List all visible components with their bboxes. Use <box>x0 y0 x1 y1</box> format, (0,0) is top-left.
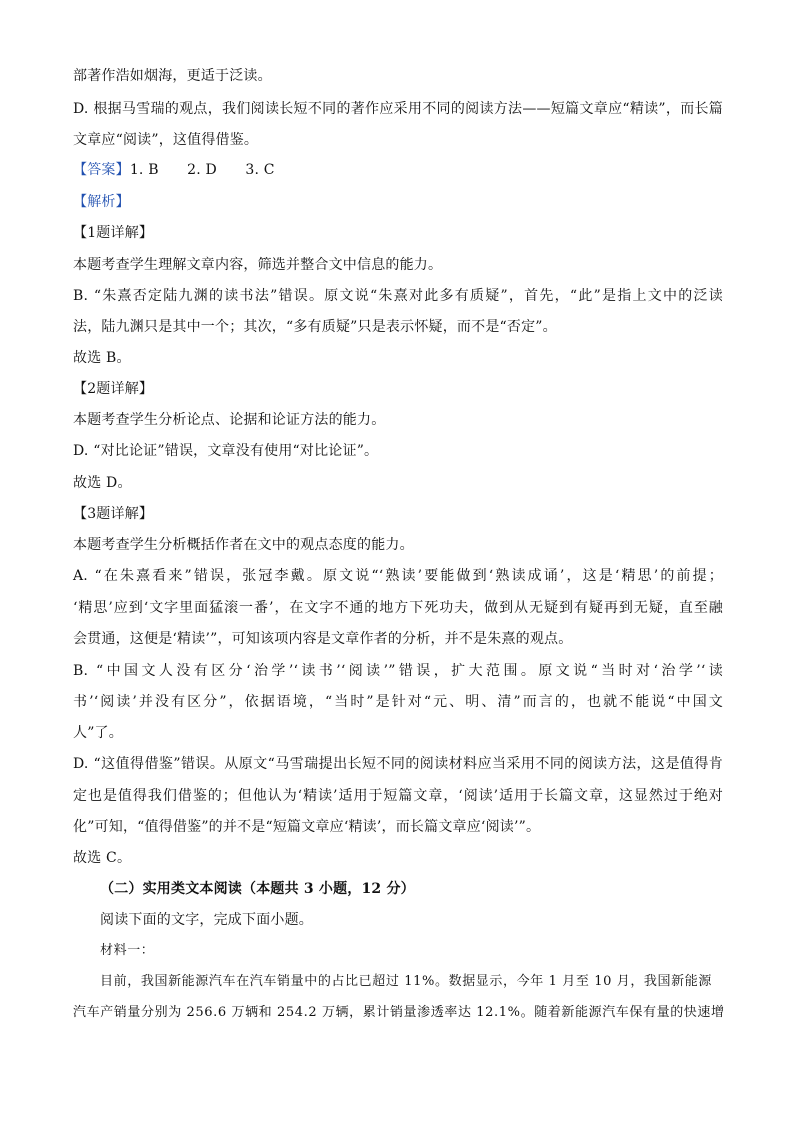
q3-option-a-line-1: A. “在朱熹看来”错误，张冠李戴。原文说“‘熟读’要能做到‘熟读成诵’，这是‘精思’的前提； <box>73 568 723 584</box>
answer-label: 【答案】 <box>73 162 130 178</box>
q1-intro: 本题考查学生理解文章内容，筛选并整合文中信息的能力。 <box>73 257 443 273</box>
reading-instruction: 阅读下面的文字，完成下面小题。 <box>100 912 313 928</box>
material-one-label: 材料一： <box>100 943 155 958</box>
q2-conclusion: 故选 D。 <box>73 475 132 491</box>
material-one-line-1: 目前，我国新能源汽车在汽车销量中的占比已超过 11%。数据显示，今年 1 月至 10 月，我国新能源 <box>100 974 712 989</box>
q3-option-a-line-2: ‘精思’应到‘文字里面猛滚一番’，在文字不通的地方下死功夫，做到从无疑到有疑再到无疑，直至融 <box>73 600 723 616</box>
section-heading: （二）实用类文本阅读（本题共 3 小题，12 分） <box>100 881 415 897</box>
q2-explanation: D. “对比论证”错误，文章没有使用“对比论证”。 <box>73 443 379 459</box>
q3-intro: 本题考查学生分析概括作者在文中的观点态度的能力。 <box>73 537 414 553</box>
q2-heading: 【2题详解】 <box>73 381 154 397</box>
analysis-label: 【解析】 <box>73 194 130 210</box>
q3-option-d-line-3: 化”可知，“值得借鉴”的并不是“短篇文章应‘精读’，而长篇文章应‘阅读’”。 <box>73 819 541 835</box>
q1-explanation-line-1: B. “朱熹否定陆九渊的读书法”错误。原文说“朱熹对此多有质疑”，首先，“此”是指上文中的泛读 <box>73 288 723 304</box>
q3-option-b-line-2: 书’‘阅读’并没有区分”，依据语境，“当时”是针对“元、明、清”而言的，也就不能说“中国文 <box>73 694 723 710</box>
material-one-line-2: 汽车产销量分别为 256.6 万辆和 254.2 万辆，累计销量渗透率达 12.1%。随着新能源汽车保有量的快速增 <box>73 1005 725 1020</box>
option-d-line-1: D. 根据马雪瑞的观点，我们阅读长短不同的著作应采用不同的阅读方法——短篇文章应“精读”，而长篇 <box>73 101 723 117</box>
q3-conclusion: 故选 C。 <box>73 850 132 866</box>
answer-values: 1. B 2. D 3. C <box>129 162 275 178</box>
q1-heading: 【1题详解】 <box>73 225 154 241</box>
option-c-continuation: 部著作浩如烟海，更适于泛读。 <box>73 68 272 84</box>
q3-heading: 【3题详解】 <box>73 506 154 522</box>
q1-explanation-line-2: 法，陆九渊只是其中一个；其次，“多有质疑”只是表示怀疑，而不是“否定”。 <box>73 319 557 335</box>
q3-option-d-line-2: 定也是值得我们借鉴的；但他认为‘精读’适用于短篇文章，‘阅读’适用于长篇文章，这显然过于绝对 <box>73 788 723 804</box>
q2-intro: 本题考查学生分析论点、论据和论证方法的能力。 <box>73 412 386 428</box>
q3-option-d-line-1: D. “这值得借鉴”错误。从原文“马雪瑞提出长短不同的阅读材料应当采用不同的阅读方法，这是值得肯 <box>73 756 723 772</box>
option-d-line-2: 文章应“阅读”，这值得借鉴。 <box>73 132 259 148</box>
q3-option-b-line-1: B. “中国文人没有区分‘治学’‘读书’‘阅读’”错误，扩大范围。原文说“当时对‘治学’‘读 <box>73 663 723 679</box>
q1-conclusion: 故选 B。 <box>73 350 131 366</box>
q3-option-a-line-3: 会贯通，这便是‘精读’”，可知该项内容是文章作者的分析，并不是朱熹的观点。 <box>73 631 573 647</box>
answer-row <box>73 160 723 180</box>
q3-option-b-line-3: 人”了。 <box>73 725 123 741</box>
